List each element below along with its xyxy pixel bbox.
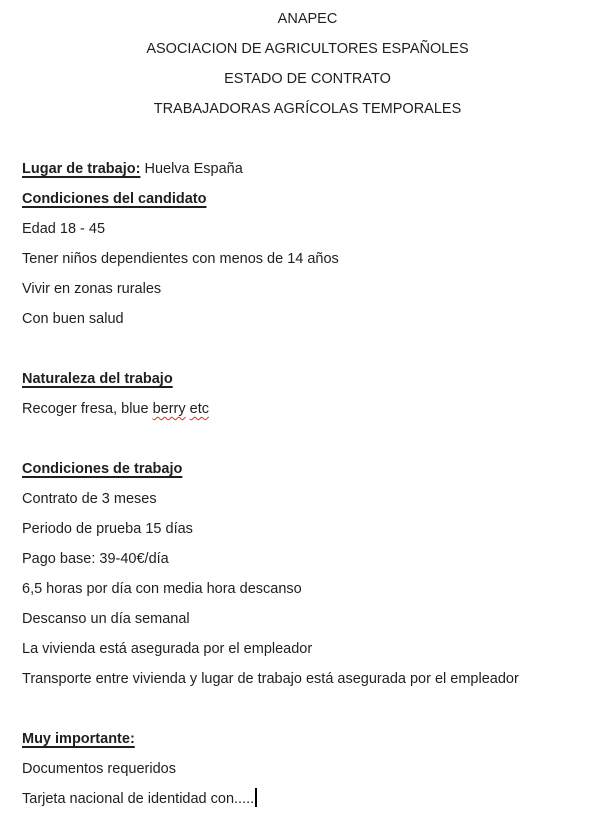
tarjeta-identidad-text: Tarjeta nacional de identidad con.....: [22, 791, 255, 807]
paragraph-vivienda: La vivienda está asegurada por el empleador: [22, 641, 313, 657]
lugar-de-trabajo-label: Lugar de trabajo:: [22, 161, 141, 177]
paragraph-contrato: Contrato de 3 meses: [22, 491, 157, 507]
paragraph-edad: Edad 18 - 45: [22, 221, 106, 237]
paragraph-recoger-fresa: [22, 394, 593, 424]
misspelled-word-etc: etc: [189, 401, 209, 417]
paragraph-zonas-rurales: Vivir en zonas rurales: [22, 281, 162, 297]
document-title-block: [22, 4, 593, 124]
paragraph-periodo-prueba: Periodo de prueba 15 días: [22, 521, 193, 537]
misspelled-word-berry: berry: [152, 401, 186, 417]
title-line-asociacion: ASOCIACION DE AGRICULTORES ESPAÑOLES: [146, 41, 469, 57]
paragraph-ninos-dependientes: Tener niños dependientes con menos de 14 años: [22, 251, 339, 267]
paragraph-horas: 6,5 horas por día con media hora descanso: [22, 581, 302, 597]
paragraph-pago-base: Pago base: 39-40€/día: [22, 551, 169, 567]
paragraph-transporte: Transporte entre vivienda y lugar de trabajo está asegurada por el empleador: [22, 671, 519, 687]
paragraph-documentos-requeridos: Documentos requeridos: [22, 761, 176, 777]
recoger-fresa-text: Recoger fresa, blue: [22, 401, 153, 417]
lugar-de-trabajo-value: Huelva España: [140, 161, 243, 177]
title-line-anapec: ANAPEC: [277, 11, 338, 27]
title-line-trabajadoras: TRABAJADORAS AGRÍCOLAS TEMPORALES: [153, 101, 462, 117]
section-heading-condiciones-trabajo: Condiciones de trabajo: [22, 461, 183, 477]
text-cursor: [255, 788, 257, 807]
paragraph-lugar-de-trabajo: [22, 154, 593, 184]
title-line-estado: ESTADO DE CONTRATO: [224, 71, 391, 87]
paragraph-descanso-semanal: Descanso un día semanal: [22, 611, 190, 627]
paragraph-buen-salud: Con buen salud: [22, 311, 124, 327]
paragraph-tarjeta-identidad: [22, 784, 593, 814]
section-heading-naturaleza: Naturaleza del trabajo: [22, 371, 173, 387]
section-heading-condiciones-candidato: Condiciones del candidato: [22, 191, 207, 207]
section-heading-muy-importante: Muy importante:: [22, 731, 135, 747]
